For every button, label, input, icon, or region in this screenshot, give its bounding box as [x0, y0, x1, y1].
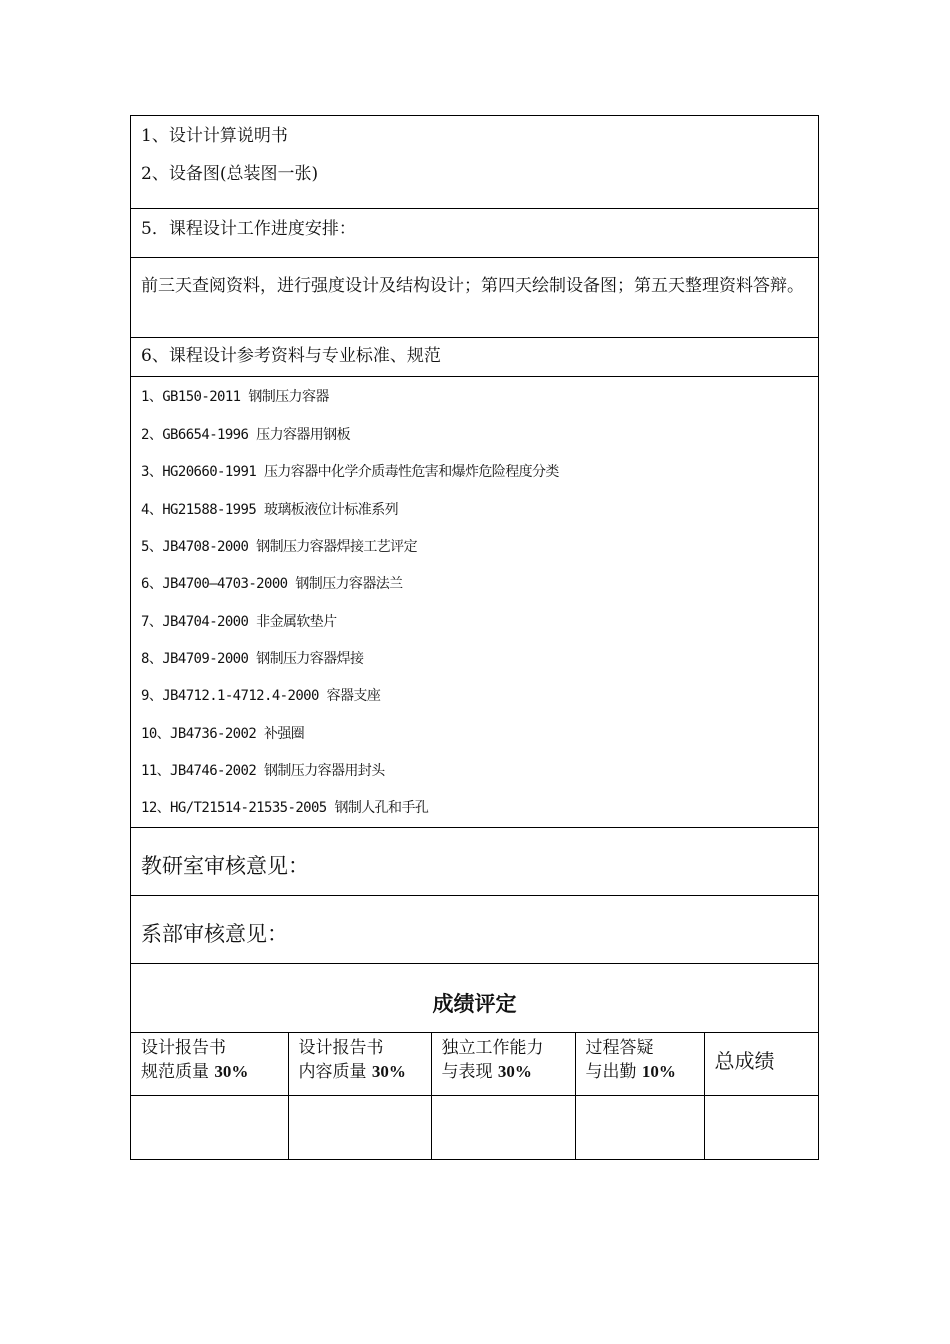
reference-item: 5、JB4708-2000 钢制压力容器焊接工艺评定: [141, 539, 417, 555]
score-cell[interactable]: [131, 1096, 288, 1160]
schedule-heading-row: [131, 209, 818, 258]
grading-title: 成绩评定: [432, 992, 517, 1016]
task-form-table: [130, 115, 819, 1160]
grading-weight: 10%: [641, 1062, 676, 1081]
grading-header-cell: [288, 1033, 431, 1096]
total-score-cell[interactable]: [704, 1096, 818, 1160]
reference-item: 7、JB4704-2000 非金属软垫片: [141, 614, 337, 630]
reference-item: 9、JB4712.1-4712.4-2000 容器支座: [141, 688, 381, 704]
grading-header-cell: [704, 1033, 818, 1096]
schedule-heading: 5．课程设计工作进度安排：: [141, 219, 356, 239]
department-review-label: 系部审核意见：: [141, 922, 288, 946]
grading-table-row: [131, 1033, 818, 1159]
grading-weight: 30%: [371, 1062, 406, 1081]
references-list: [131, 377, 818, 828]
deliverable-item: 2、设备图(总装图一张): [141, 164, 319, 184]
reference-item: 12、HG/T21514-21535-2005 钢制人孔和手孔: [141, 800, 429, 816]
grading-header-line1: 设计报告书: [141, 1038, 226, 1058]
score-cell[interactable]: [575, 1096, 704, 1160]
grading-header-line1: 过程答疑: [585, 1038, 654, 1058]
grading-header-cell: [575, 1033, 704, 1096]
grading-header-cell: [131, 1033, 288, 1096]
grading-header-row: [131, 1033, 818, 1096]
schedule-text: 前三天查阅资料，进行强度设计及结构设计；第四天绘制设备图；第五天整理资料答辩。: [141, 276, 804, 296]
reference-item: 10、JB4736-2002 补强圈: [141, 726, 305, 742]
grading-header-line2: 与表现: [441, 1062, 498, 1082]
reference-item: 11、JB4746-2002 钢制压力容器用封头: [141, 763, 385, 779]
grading-table: [131, 1033, 818, 1159]
deliverable-item: 1、设计计算说明书: [141, 126, 288, 146]
reference-item: 4、HG21588-1995 玻璃板液位计标准系列: [141, 502, 399, 518]
grading-title-row: [131, 964, 818, 1033]
grading-header-line2: 规范质量: [141, 1062, 215, 1082]
grading-header-cell: [431, 1033, 575, 1096]
references-heading-row: [131, 338, 818, 377]
grading-weight: 30%: [497, 1062, 532, 1081]
score-cell[interactable]: [431, 1096, 575, 1160]
grading-header-line1: 设计报告书: [298, 1038, 384, 1058]
grading-score-row: [131, 1096, 818, 1160]
grading-header-line2: 内容质量: [298, 1062, 372, 1082]
deliverables-section: [131, 116, 818, 209]
grading-header-line1: 独立工作能力: [441, 1038, 544, 1058]
reference-item: 8、JB4709-2000 钢制压力容器焊接: [141, 651, 364, 667]
total-score-header: 总成绩: [714, 1049, 775, 1073]
reference-item: 2、GB6654-1996 压力容器用钢板: [141, 427, 350, 443]
reference-item: 6、JB4700—4703-2000 钢制压力容器法兰: [141, 576, 403, 592]
teaching-office-review-label: 教研室审核意见：: [141, 854, 309, 878]
score-cell[interactable]: [288, 1096, 431, 1160]
schedule-body-row: [131, 258, 818, 338]
teaching-office-review-row: [131, 828, 818, 896]
grading-header-line2: 与出勤: [585, 1062, 642, 1082]
reference-item: 1、GB150-2011 钢制压力容器: [141, 389, 329, 405]
grading-weight: 30%: [214, 1062, 249, 1081]
references-heading: 6、课程设计参考资料与专业标准、规范: [141, 346, 441, 366]
reference-item: 3、HG20660-1991 压力容器中化学介质毒性危害和爆炸危险程度分类: [141, 464, 559, 480]
department-review-row: [131, 896, 818, 964]
